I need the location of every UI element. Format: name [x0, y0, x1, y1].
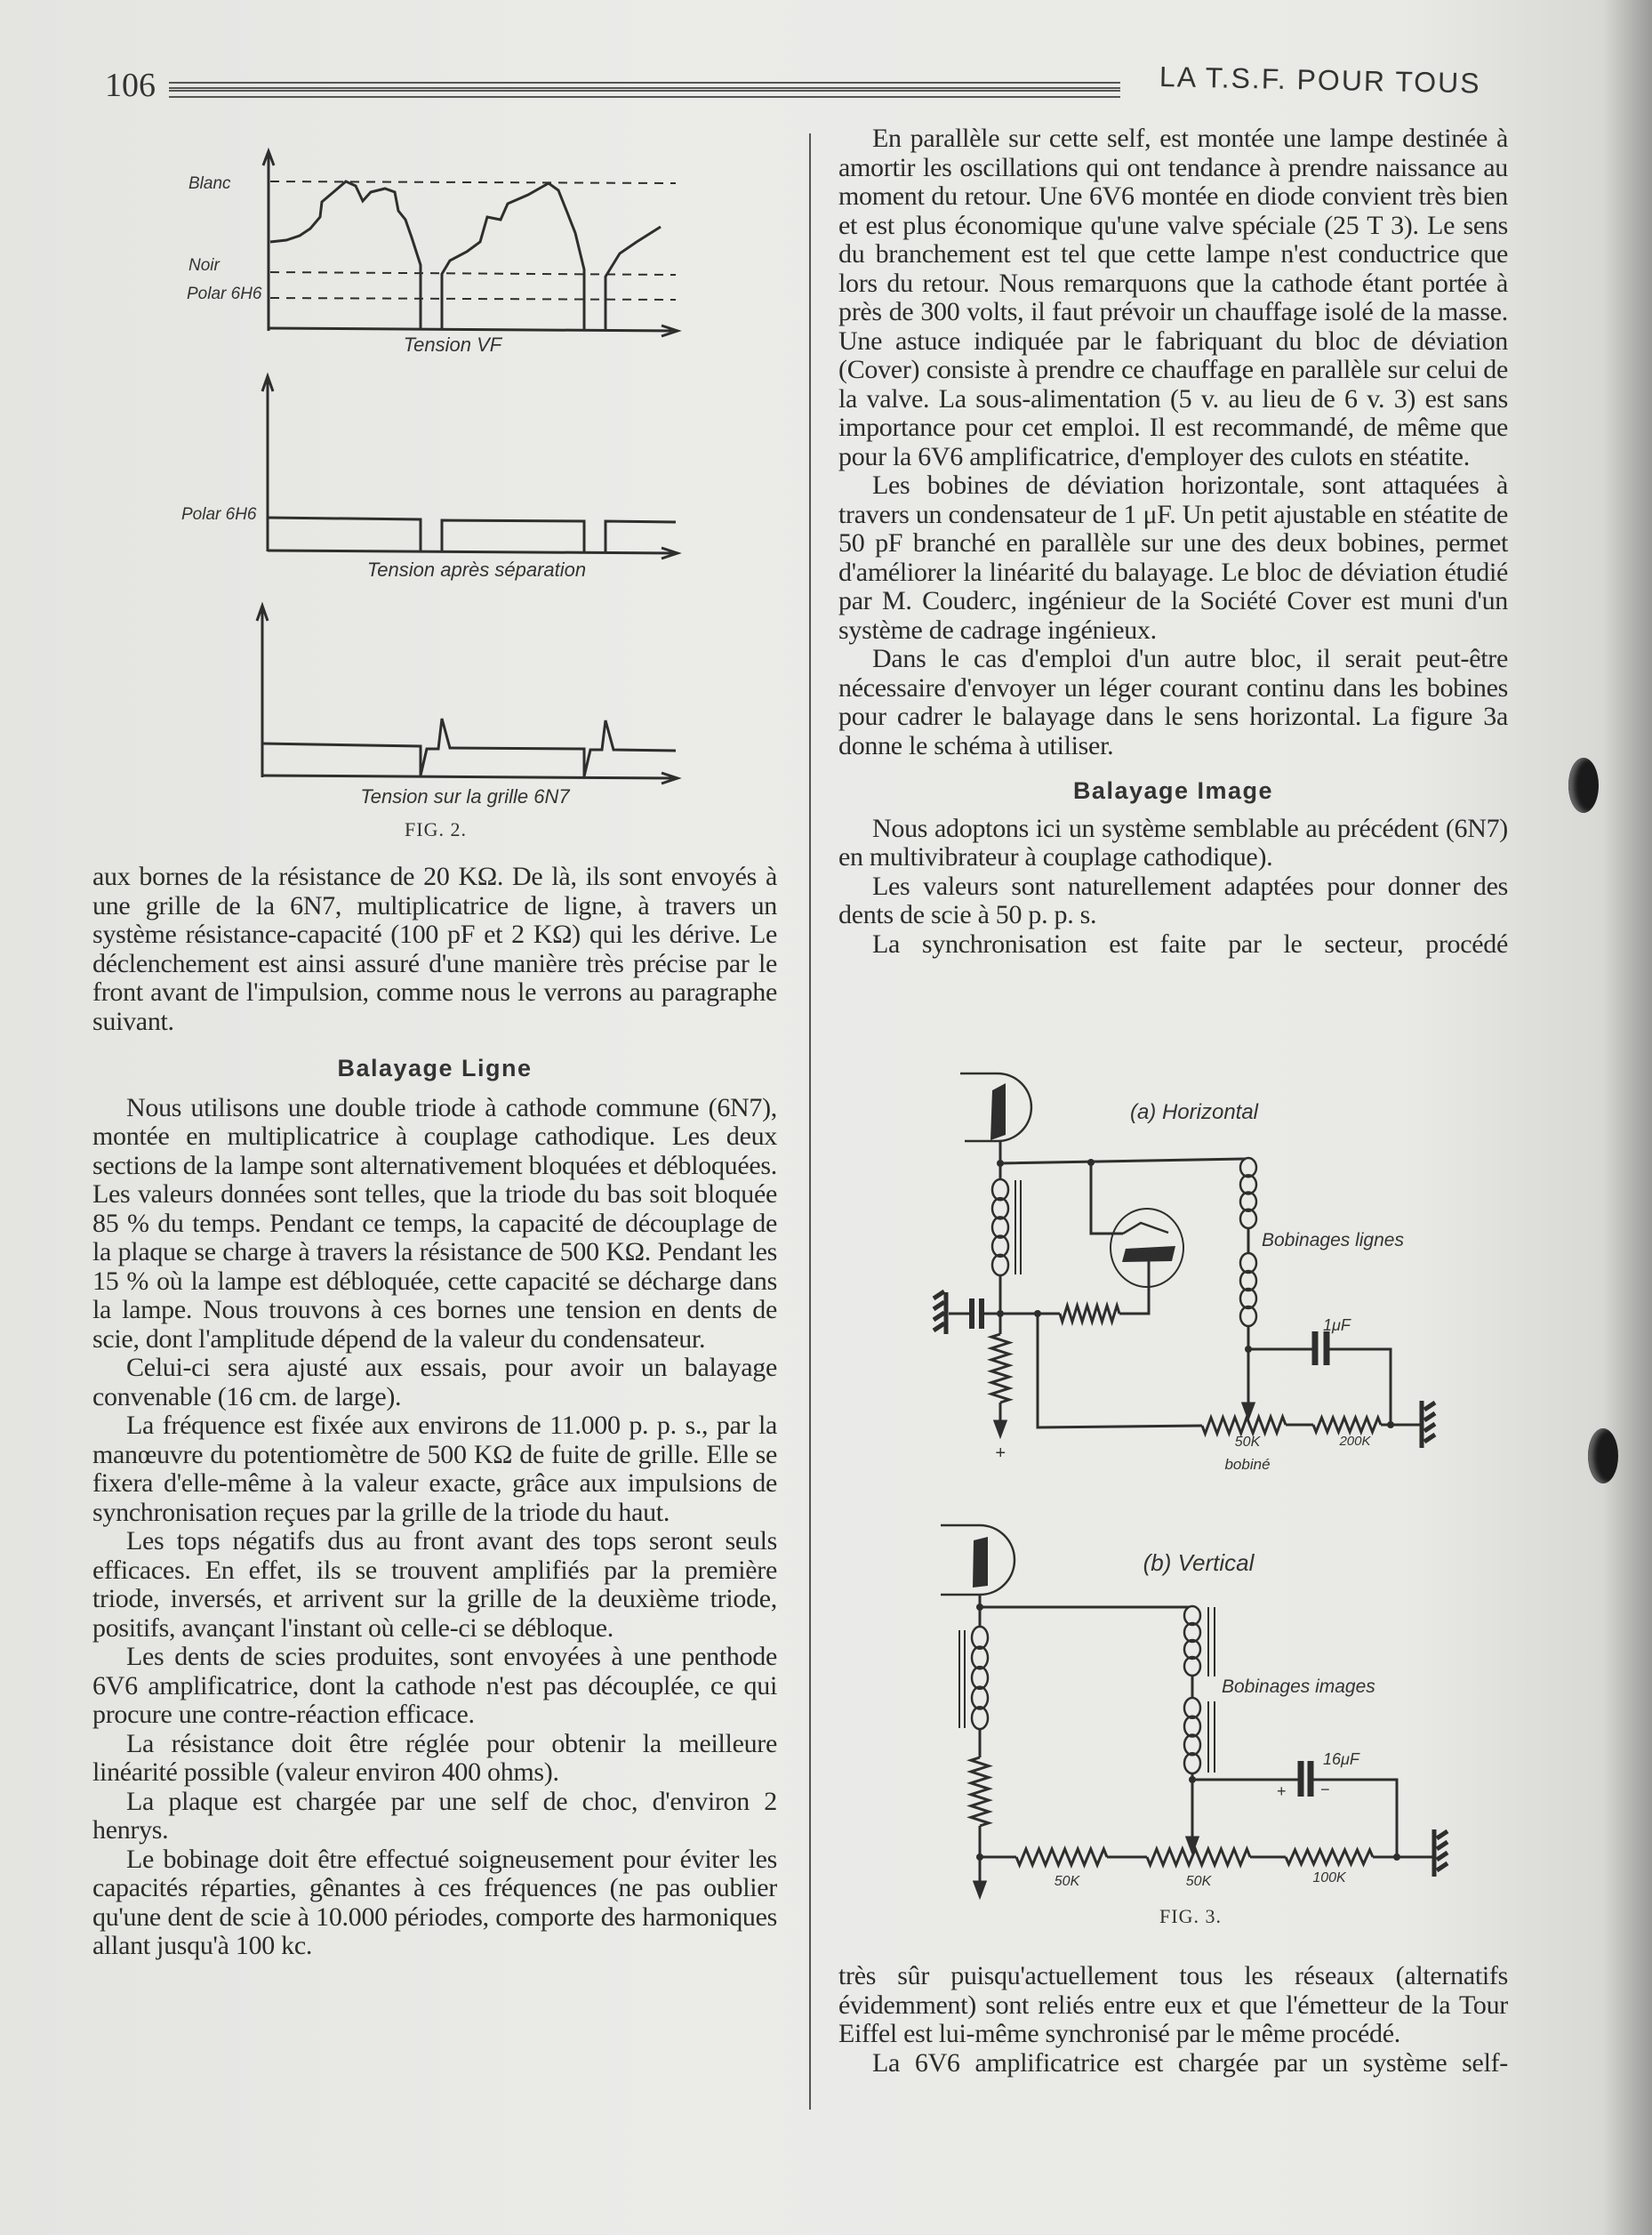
figure-3b-vertical-circuit — [941, 1525, 1448, 1927]
capacitor-left — [972, 1298, 982, 1329]
journal-title: LA T.S.F. POUR TOUS — [1159, 60, 1481, 100]
polar-level-line — [270, 298, 676, 300]
title-horizontal: (a) Horizontal — [1129, 1100, 1259, 1124]
noir-level-line — [270, 272, 676, 275]
deflection-coil-lower — [1240, 1253, 1256, 1326]
label-100k: 100K — [1312, 1870, 1346, 1885]
coil-turn — [992, 1198, 1008, 1218]
coil-turn — [992, 1217, 1008, 1237]
label-cap-minus: − — [1319, 1781, 1330, 1798]
grid-resistor — [1060, 1306, 1119, 1322]
wires — [949, 1141, 1420, 1432]
chart-tension-vf — [187, 151, 678, 356]
arrows — [974, 1837, 1198, 1896]
label-bobinages-lignes: Bobinages lignes — [1262, 1230, 1404, 1250]
coil-turn — [1240, 1158, 1256, 1177]
x-axis — [262, 773, 678, 784]
paragraph: Les valeurs sont naturellement adaptées pour donner des dents de scie à 50 p. p. s. — [838, 871, 1508, 929]
capacitor-16uf — [1301, 1761, 1311, 1797]
x-axis — [268, 548, 678, 559]
paragraph: La synchronisation est faite par le secteur, procédé — [872, 929, 1508, 959]
label-polar-6h6: Polar 6H6 — [187, 285, 262, 303]
chart-tension-grille-6n7 — [257, 606, 678, 808]
y-axis — [257, 606, 268, 777]
y-axis — [262, 376, 273, 551]
choke-coil — [992, 1179, 1008, 1275]
resistor-50k — [1016, 1849, 1107, 1865]
coil-turn — [1240, 1253, 1256, 1273]
ground-right-icon — [1422, 1401, 1435, 1448]
label-cap-plus: + — [1276, 1782, 1287, 1800]
label-blanc: Blanc — [188, 174, 231, 193]
coil-turn — [1184, 1753, 1200, 1773]
diode-anode — [1123, 1223, 1168, 1234]
paragraph: La résistance doit être réglée pour obtenir la meilleure linéarité possible (valeur environ 400 ohms). — [92, 1728, 777, 1787]
tube-plate — [973, 1537, 988, 1588]
coil-turn — [1240, 1306, 1256, 1326]
coil-turn — [1240, 1271, 1256, 1290]
label-bobinages-images: Bobinages images — [1222, 1676, 1375, 1697]
paragraph: Les tops négatifs dus au front avant des tops seront seuls efficaces. En effet, ils se trouvent amplifiés par la première triode, inversés, et arrivent sur la grille de la deuxième triode, positifs, avançant l'instant où celle-ci se débloque. — [92, 1526, 777, 1643]
junction-dots — [997, 1159, 1394, 1428]
paragraph: Nous adoptons ici un système semblable au précédent (6N7) en multivibrateur à couplage cathodique). — [838, 813, 1508, 872]
paragraph: Nous utilisons une double triode à cathode commune (6N7), montée en multiplicatrice à couplage cathodique. Les deux sections de la lampe sont alternativement bloquées et débloquées. Les valeurs données sont telles, que la triode du bas soit bloquée 85 % du temps. Pendant ce temps, la capacité de découplage de la plaque se charge à travers la résistance de 500 KΩ. Pendant les 15 % où la lampe est débloquée, cette capacité se décharge dans la lampe. Nous trouvons à ces bornes une tension en dents de scie, dont l'amplitude dépend de la valeur du condensateur. — [92, 1092, 777, 1354]
sync-waveform — [262, 719, 676, 776]
choke-core — [959, 1630, 965, 1728]
choke-core — [1015, 1180, 1021, 1274]
x-label-tension-vf: Tension VF — [403, 334, 502, 356]
coil-turn — [992, 1236, 1008, 1257]
video-waveform — [270, 181, 661, 329]
coil-turn — [992, 1255, 1008, 1275]
label-polar-6h6: Polar 6H6 — [181, 505, 257, 524]
x-label-tension-apres-separation: Tension après séparation — [366, 559, 587, 581]
ground-left-icon — [934, 1291, 946, 1334]
coil-turn — [1184, 1716, 1200, 1737]
paragraph: La 6V6 amplificatrice est chargée par un système self- — [872, 2047, 1508, 2078]
section-heading-balayage-ligne: Balayage Ligne — [337, 1055, 533, 1081]
plate-resistor — [991, 1334, 1009, 1403]
label-noir: Noir — [188, 256, 220, 275]
label-1uf: 1μF — [1323, 1316, 1351, 1334]
label-bobine: bobiné — [1224, 1456, 1271, 1473]
coil-turn — [992, 1179, 1008, 1200]
title-vertical: (b) Vertical — [1143, 1549, 1255, 1576]
coil-turn — [1240, 1193, 1256, 1211]
paragraph: Celui-ci sera ajusté aux essais, pour avoir un balayage convenable (16 cm. de large). — [92, 1353, 777, 1411]
label-200k: 200K — [1339, 1434, 1371, 1449]
label-50k-pot: 50K — [1185, 1874, 1212, 1889]
paragraph: très sûr puisqu'actuellement tous les réseaux (alternatifs évidemment) sont reliés entre eux et que l'émetteur de la Tour Eiffel est lui-même synchronisé par le même procédé. — [838, 1961, 1508, 2048]
resistor-200k — [1313, 1418, 1381, 1432]
deflection-coil-upper — [1240, 1158, 1256, 1228]
label-16uf: 16μF — [1323, 1750, 1359, 1768]
chart-tension-apres-separation — [181, 376, 678, 581]
resistor-100k — [1286, 1850, 1373, 1864]
blanc-level-line — [270, 181, 676, 183]
wires — [980, 1595, 1432, 1885]
potentiometer-50k — [1202, 1417, 1286, 1434]
coil-turn — [972, 1687, 988, 1709]
coil-turn — [972, 1646, 988, 1668]
figure-2 — [181, 151, 678, 840]
choke-coil — [972, 1627, 988, 1729]
coil-turn — [972, 1667, 988, 1689]
section-heading-balayage-image: Balayage Image — [1072, 777, 1274, 804]
figure-2-caption: FIG. 2. — [405, 818, 467, 840]
tube-plate — [990, 1083, 1006, 1140]
paragraph: Dans le cas d'emploi d'un autre bloc, il serait peut-être nécessaire d'envoyer un léger courant continu dans les bobines pour cadrer le balayage dans le sens horizontal. La figure 3a donne le schéma à utiliser. — [838, 644, 1508, 760]
paragraph: Le bobinage doit être effectué soigneusement pour éviter les capacités réparties, gênantes à ces fréquences (ne pas oublier qu'une dent de scie à 10.000 périodes, comporte des harmoniques allant jusqu'à 100 kc. — [92, 1844, 777, 1960]
coil-turn — [1184, 1734, 1200, 1755]
plate-resistor — [971, 1757, 989, 1826]
coil-turn — [1240, 1210, 1256, 1228]
deflection-core — [1208, 1607, 1215, 1773]
label-50k: 50K — [1234, 1435, 1261, 1450]
paragraph: En parallèle sur cette self, est montée une lampe destinée à amortir les oscillations qui ont tendance à prendre naissance au moment du retour. Une 6V6 montée en diode convient très bien et est plus économique qu'une valve spéciale (25 T 3). Le sens du branchement est tel que cette lampe n'est conductrice que lors du retour. Nous remarquons que la cathode étant portée à près de 300 volts, il faut prévoir un chauffage isolé de la masse. Une astuce indiquée par le fabriquant du bloc de déviation (Cover) consiste à prendre ce chauffage en parallèle sur celui de la valve. La sous-alimentation (5 v. au lieu de 6 v. 3) est sans importance pour cet emploi. Il est recommandé, de même que pour la 6V6 amplificatrice, d'employer des culots en stéatite. — [838, 124, 1508, 471]
figure-3a-horizontal-circuit — [934, 1073, 1435, 1473]
paragraph: Les dents de scies produites, sont envoyées à une penthode 6V6 amplificatrice, dont la cathode n'est pas découplée, ce qui procure une contre-réaction efficace. — [92, 1642, 777, 1729]
coil-turn — [1240, 1175, 1256, 1194]
paragraph: La plaque est chargée par une self de choc, d'environ 2 henrys. — [92, 1786, 777, 1845]
coil-turn — [1184, 1698, 1200, 1718]
pulse-waveform — [268, 518, 676, 552]
page-number: 106 — [105, 67, 156, 104]
paragraph: La fréquence est fixée aux environs de 11.000 p. p. s., par la manœuvre du potentiomètre de 500 KΩ de fuite de grille. Elle se fixera d'elle-même à la valeur exacte, grâce aux impulsions de synchronisation reçues par la grille de la triode du haut. — [92, 1411, 777, 1527]
diode-cathode — [1122, 1246, 1175, 1262]
coil-turn — [1240, 1289, 1256, 1308]
paragraph: aux bornes de la résistance de 20 KΩ. De là, ils sont envoyés à une grille de la 6N7, multiplicatrice de ligne, à travers un système résistance-capacité (100 pF et 2 KΩ) qui les dérive. Le déclenchement est ainsi assuré d'une manière très précise par le front avant de l'impulsion, comme nous le verrons au paragraphe suivant. — [92, 862, 777, 1036]
ground-right-icon — [1434, 1829, 1448, 1877]
label-plus: + — [995, 1443, 1006, 1463]
potentiometer-50k — [1147, 1849, 1250, 1865]
x-label-tension-grille-6n7: Tension sur la grille 6N7 — [360, 785, 570, 808]
figure-3-caption: FIG. 3. — [1159, 1905, 1222, 1927]
coil-turn — [972, 1627, 988, 1649]
deflection-coil-upper — [1184, 1606, 1200, 1676]
label-50k-resistor: 50K — [1054, 1874, 1080, 1889]
capacitor-1uf — [1315, 1331, 1327, 1365]
deflection-coil-lower — [1184, 1698, 1200, 1773]
paragraph: Les bobines de déviation horizontale, sont attaquées à travers un condensateur de 1 μF. Un petit ajustable en stéatite de 50 pF branché en parallèle sur une des deux bobines, permet d'améliorer la linéarité du balayage. Le bloc de déviation étudié par M. Couderc, ingénieur de la Société Cover est muni d'un système de cadrage ingénieux. — [838, 470, 1508, 645]
coil-turn — [972, 1707, 988, 1729]
